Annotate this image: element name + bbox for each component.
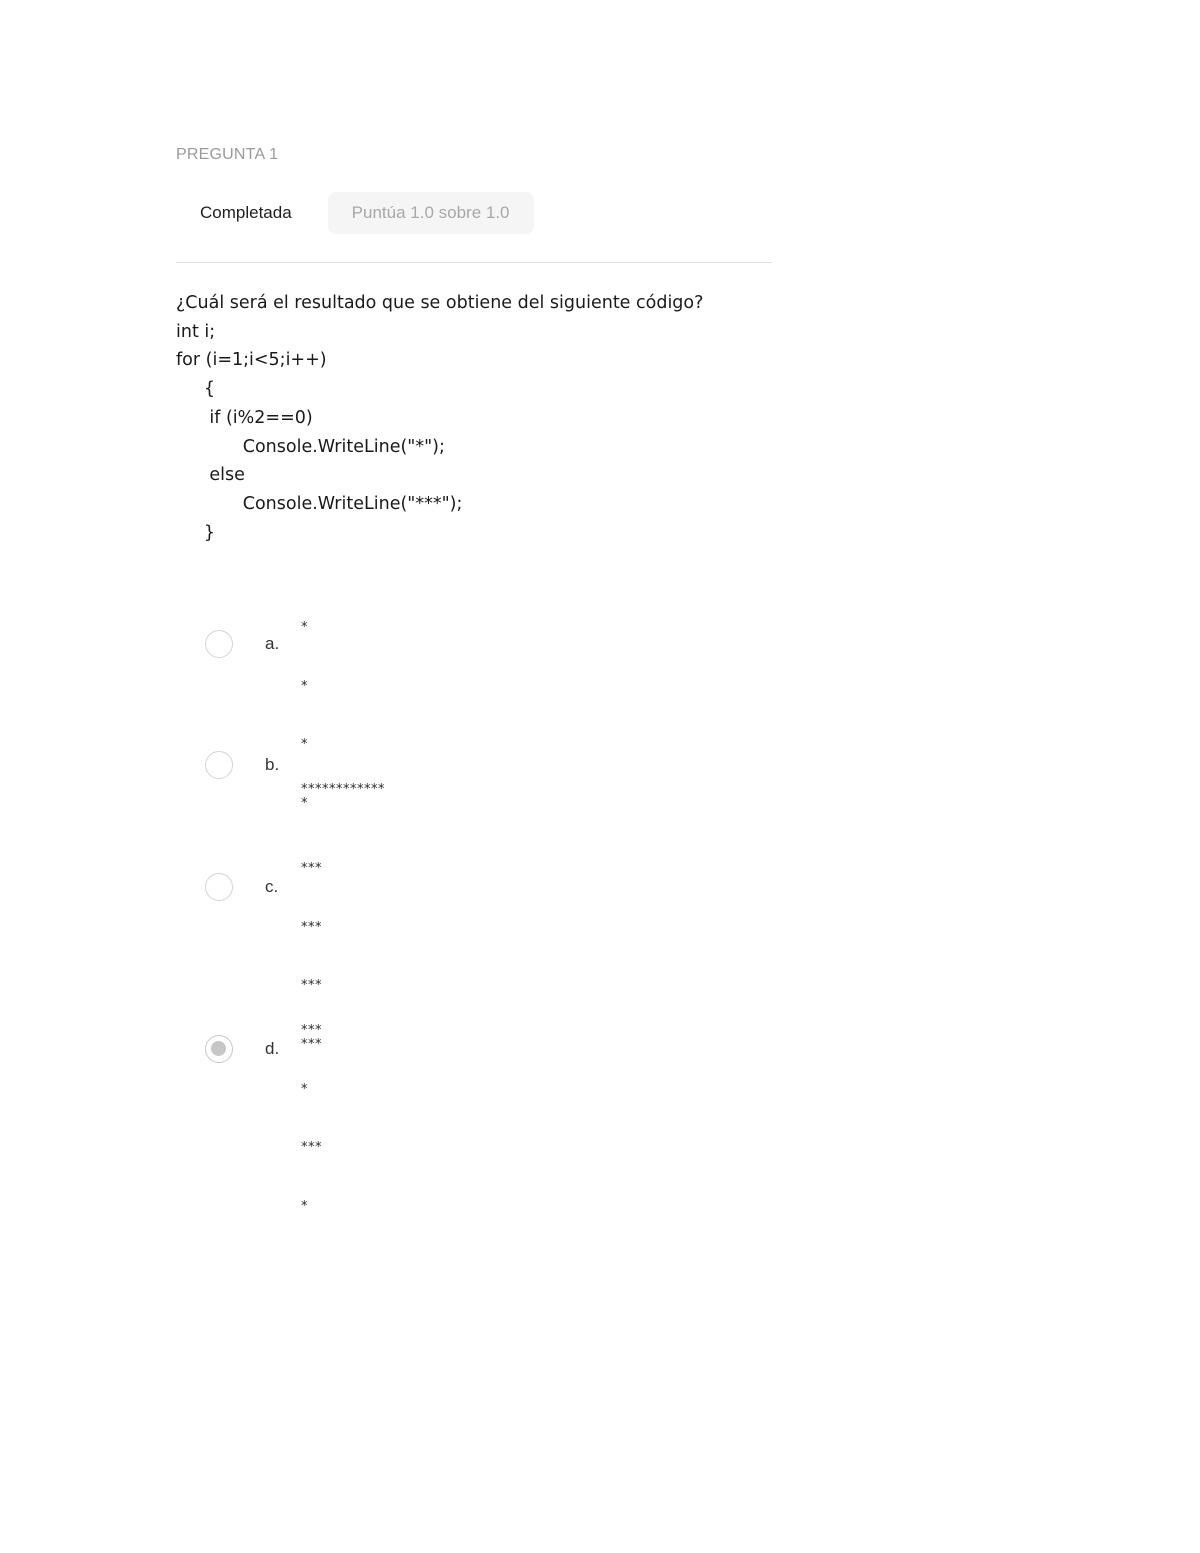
- option-line: *: [301, 1199, 308, 1215]
- radio-option-c[interactable]: [205, 873, 233, 901]
- option-line: ***: [301, 978, 322, 994]
- code-line: if (i%2==0): [176, 407, 313, 428]
- answer-option-b[interactable]: [205, 740, 765, 797]
- code-line: Console.WriteLine("***");: [176, 493, 463, 514]
- answer-option-c[interactable]: [205, 824, 765, 1053]
- code-line: int i;: [176, 321, 216, 342]
- option-line: ***: [301, 1140, 322, 1156]
- status-label: Completada: [200, 203, 292, 222]
- code-snippet: [176, 318, 772, 548]
- option-line: *: [301, 620, 308, 635]
- option-letter: a.: [265, 634, 280, 653]
- code-line: Console.WriteLine("*");: [176, 436, 445, 457]
- option-line: *: [301, 796, 308, 812]
- answer-option-a[interactable]: [205, 580, 765, 812]
- question-block: [176, 140, 772, 547]
- option-text: [301, 987, 329, 1252]
- option-line: ***: [301, 861, 322, 876]
- question-number: PREGUNTA 1: [176, 146, 279, 163]
- option-line: *: [301, 678, 308, 694]
- option-line: *: [301, 1081, 308, 1097]
- code-line: else: [176, 465, 245, 486]
- option-line: *: [301, 737, 308, 753]
- radio-option-a[interactable]: [205, 630, 233, 658]
- code-line: }: [176, 522, 215, 543]
- option-line: ***: [301, 1023, 322, 1038]
- option-letter: d.: [265, 1039, 280, 1058]
- option-line: ***: [301, 1037, 322, 1053]
- answer-option-d[interactable]: [205, 986, 765, 1215]
- option-letter: c.: [265, 877, 279, 896]
- status-row: [176, 192, 772, 234]
- option-text: [301, 746, 385, 835]
- score-badge: Puntúa 1.0 sobre 1.0: [328, 192, 534, 234]
- question-prompt: ¿Cuál será el resultado que se obtiene del siguiente código?: [176, 293, 704, 313]
- option-line: ************: [301, 782, 385, 797]
- option-letter: b.: [265, 755, 280, 774]
- radio-option-b[interactable]: [205, 751, 233, 779]
- code-line: for (i=1;i<5;i++): [176, 350, 327, 371]
- code-line: {: [176, 379, 215, 400]
- divider: [176, 262, 772, 263]
- option-line: ***: [301, 919, 322, 935]
- radio-option-d[interactable]: [205, 1035, 233, 1063]
